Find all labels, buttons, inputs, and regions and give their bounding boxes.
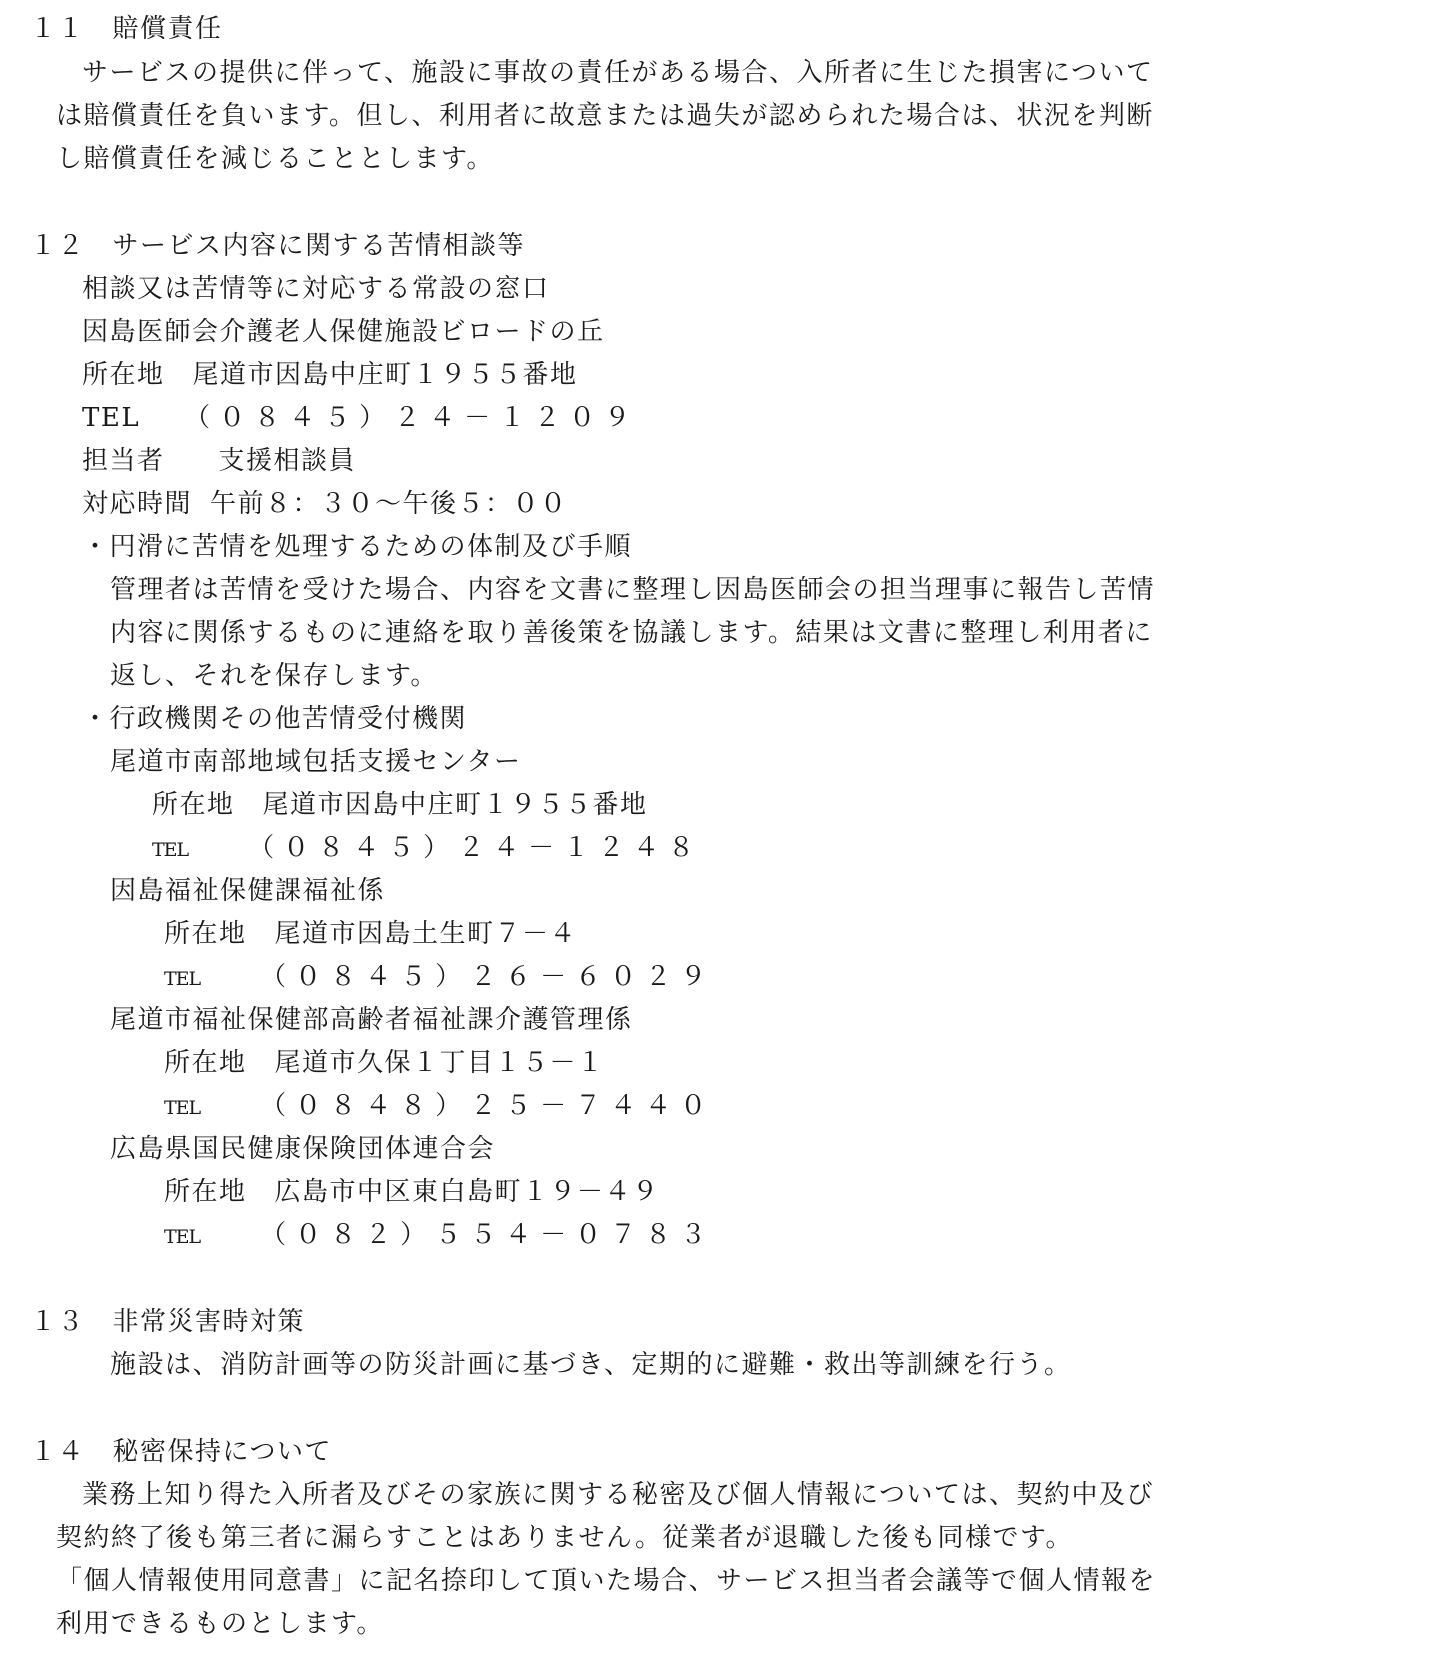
- address-label: 所在地: [152, 790, 235, 820]
- agency-tel: （０８４５）２４－１２４８: [248, 833, 704, 863]
- address-label: 所在地: [164, 1177, 247, 1207]
- agency-address-row: [164, 917, 577, 951]
- facility-tel-row: [82, 401, 639, 435]
- facility-address-row: [82, 358, 578, 392]
- agency-address-row: [164, 1046, 605, 1080]
- section-13-body: 施設は、消防計画等の防災計画に基づき、定期的に避難・救出等訓練を行う。: [110, 1350, 1072, 1380]
- section-11-body-line-1: サービスの提供に伴って、施設に事故の責任がある場合、入所者に生じた損害について: [82, 58, 1154, 88]
- hours-value: 午前８：３０～午後５：００: [210, 489, 568, 519]
- tel-label: TEL: [82, 403, 141, 433]
- tel-label: TEL: [164, 968, 201, 990]
- agency-address: 尾道市因島中庄町１９５５番地: [262, 790, 648, 820]
- facility-name: 因島医師会介護老人保健施設ビロードの丘: [82, 317, 605, 347]
- section-14-body-line-4: 利用できるものとします。: [56, 1609, 384, 1639]
- agency-tel-row: [152, 831, 703, 867]
- section-14-body-line-2: 契約終了後も第三者に漏らすことはありません。従業者が退職した後も同様です。: [56, 1523, 1073, 1553]
- hours-row: [82, 487, 568, 521]
- agency-tel-row: [164, 1218, 715, 1254]
- section-11-body-line-2: は賠償責任を負います。但し、利用者に故意または過失が認められた場合は、状況を判断: [56, 101, 1154, 131]
- agency-name: 尾道市福祉保健部高齢者福祉課介護管理係: [110, 1005, 633, 1035]
- agency-tel: （０８４５）２６－６０２９: [260, 962, 716, 992]
- procedure-body-line-3: 返し、それを保存します。: [110, 661, 438, 691]
- procedure-body-line-1: 管理者は苦情を受けた場合、内容を文書に整理し因島医師会の担当理事に報告し苦情: [110, 575, 1156, 605]
- procedure-title: ・円滑に苦情を処理するための体制及び手順: [82, 532, 633, 562]
- agency-name: 尾道市南部地域包括支援センター: [110, 747, 522, 777]
- agency-address-row: [152, 788, 648, 822]
- agency-tel: （０８４８）２５－７４４０: [260, 1091, 716, 1121]
- agency-name: 因島福祉保健課福祉係: [110, 876, 386, 906]
- section-14-body-line-1: 業務上知り得た入所者及びその家族に関する秘密及び個人情報については、契約中及び: [82, 1480, 1154, 1510]
- tel-label: TEL: [152, 839, 189, 861]
- address-label: 所在地: [164, 919, 247, 949]
- staff-row: [82, 444, 356, 478]
- section-13-heading: １３ 非常災害時対策: [30, 1307, 306, 1337]
- agency-address: 尾道市因島土生町７－４: [274, 919, 578, 949]
- section-11-body-line-3: し賠償責任を減じることとします。: [56, 144, 494, 174]
- address-label: 所在地: [164, 1048, 247, 1078]
- agency-address: 広島市中区東白島町１９－４９: [274, 1177, 660, 1207]
- agency-address-row: [164, 1175, 660, 1209]
- hours-label: 対応時間: [82, 489, 193, 519]
- agency-name: 広島県国民健康保険団体連合会: [110, 1134, 496, 1164]
- section-11-heading: １１ 賠償責任: [30, 14, 223, 44]
- procedure-body-line-2: 内容に関係するものに連絡を取り善後策を協議します。結果は文書に整理し利用者に: [110, 618, 1153, 648]
- facility-address: 尾道市因島中庄町１９５５番地: [192, 360, 578, 390]
- agency-tel-row: [164, 1089, 715, 1125]
- section-14-body-line-3: 「個人情報使用同意書」に記名捺印して頂いた場合、サービス担当者会議等で個人情報を: [56, 1566, 1157, 1596]
- tel-label: TEL: [164, 1097, 201, 1119]
- consultation-window-title: 相談又は苦情等に対応する常設の窓口: [82, 274, 550, 304]
- address-label: 所在地: [82, 360, 165, 390]
- agency-tel-row: [164, 960, 715, 996]
- section-12-heading: １２ サービス内容に関する苦情相談等: [30, 231, 526, 261]
- tel-label: TEL: [164, 1226, 201, 1248]
- staff-value: 支援相談員: [218, 446, 357, 476]
- staff-label: 担当者: [82, 446, 165, 476]
- facility-tel: （０８４５）２４－１２０９: [184, 403, 640, 433]
- agency-tel: （０８２）５５４－０７８３: [260, 1220, 716, 1250]
- agencies-title: ・行政機関その他苦情受付機関: [82, 704, 468, 734]
- section-14-heading: １４ 秘密保持について: [30, 1437, 332, 1467]
- agency-address: 尾道市久保１丁目１５－１: [274, 1048, 605, 1078]
